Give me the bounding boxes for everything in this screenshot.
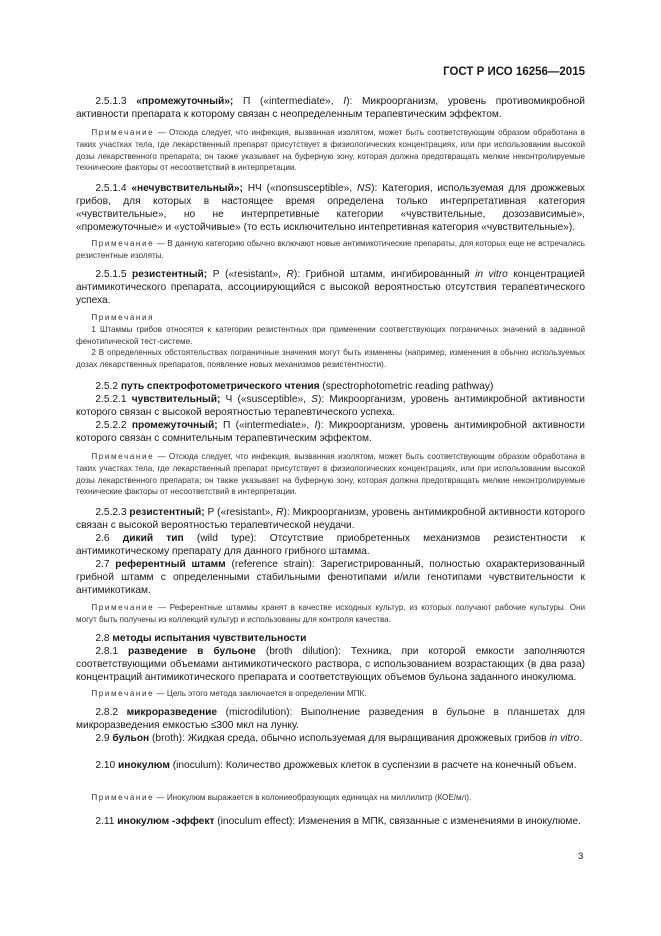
term: разведение в бульоне — [128, 646, 256, 657]
clause-2-8-2: 2.8.2 микроразведение (microdilution): Выполнение разведения в бульоне в планшетах для микроразведения емкостью ≤300 мкл на лунку. — [76, 707, 585, 731]
clause-2-10: 2.10 инокулюм (inoculum): Количество дрожжевых клеток в суспензии в расчете на конечный объем. — [95, 760, 577, 771]
term: резистентный; — [132, 269, 208, 280]
term: дикий тип — [122, 533, 184, 544]
clause-2-5-1-3: 2.5.1.3 «промежуточный»; П («intermediate», I): Микроорганизм, уровень противомикробной активности препарата к которому связан с неопределенным терапевтическим эффектом. — [76, 96, 585, 120]
note-6: Примечание — Цель этого метода заключается в определении МПК. — [91, 689, 367, 698]
page-number: 3 — [578, 851, 584, 862]
clause-2-5-2-2: 2.5.2.2 промежуточный; П («intermediate», I): Микроорганизм, уровень антимикробной активности которого связан с сомнительным терапевтическим эффектом. — [76, 420, 585, 444]
clause-2-8: 2.8 методы испытания чувствительности — [95, 633, 307, 644]
term: промежуточный; — [131, 420, 218, 431]
term: резистентный; — [129, 507, 205, 518]
term: путь спектрофотометрического чтения — [120, 381, 320, 392]
term: референтный штамм — [115, 559, 226, 570]
clause-2-5-2-1: 2.5.2.1 чувствительный; Ч («susceptible», S): Микроорганизм, уровень антимикробной активности которого связан с высокой вероятностью терапевтического успеха. — [76, 394, 585, 418]
note-1: Примечание — Отсюда следует, что инфекция, вызванная изолятом, может быть соответствующим образом обработана в таких участках тела, где лекарственный препарат присутствует в физиологических концентрациях, или при использовании высокой дозы лекарственного препарата; он также указывает на буферную зону, которая должна предотвращать мелкие неконтролируемые технические факторы от несоответствий в интерпретации. — [76, 128, 585, 173]
term: «нечувствительный»; — [131, 183, 243, 194]
note-5: Примечание — Референтные штаммы хранят в качестве исходных культур, из которых получают рабочие культуры. Они могут быть получены из коллекций культур и использованы для контроля качества. — [76, 603, 585, 624]
term: микроразведение — [126, 707, 218, 718]
note-7: Примечание — Инокулюм выражается в колониеобразующих единицах на миллилитр (КОЕ/мл). — [91, 793, 472, 802]
term: бульон — [112, 733, 150, 744]
notes-3: Примечания 1 Штаммы грибов относятся к категории резистентных при применении соответствующих пограничных значений в заданной фенотипической тест-системе. 2 В определенных обстоятельствах пограничные значения могут быть изменены (например, изменения в обычно используемых дозах лекарственных препаратов, появление новых механизмов резистентности). — [76, 313, 585, 370]
term: инокулюм — [118, 760, 170, 771]
clause-2-5-2: 2.5.2 путь спектрофотометрического чтения (spectrophotometric reading pathway) — [95, 381, 494, 392]
term: методы испытания чувствительности — [112, 633, 307, 644]
note-4: Примечание — Отсюда следует, что инфекция, вызванная изолятом, может быть соответствующим образом обработана в таких участках тела, где лекарственный препарат присутствует в физиологических концентрациях, или при использовании высокой дозы лекарственного препарата; он также указывает на буферную зону, которая должна предотвращать мелкие неконтролируемые технические факторы от несоответствий в интерпретации. — [76, 452, 585, 497]
clause-2-9: 2.9 бульон (broth): Жидкая среда, обычно используемая для выращивания дрожжевых грибов in vitro. — [95, 733, 583, 744]
clause-2-6: 2.6 дикий тип (wild type): Отсутствие приобретенных механизмов резистентности к антимикотическому препарату для данного грибного штамма. — [76, 533, 585, 557]
term: «промежуточный»; — [136, 96, 234, 107]
clause-2-7: 2.7 референтный штамм (reference strain): Зарегистрированный, полностью охарактеризованный грибной штамм с определенными стабильными фенотипами и/или генотипами чувствительности к антимикотикам. — [76, 559, 586, 596]
document-id: ГОСТ Р ИСО 16256—2015 — [443, 66, 585, 78]
term: инокулюм -эффект — [117, 816, 215, 827]
clause-2-11: 2.11 инокулюм -эффект (inoculum effect): Изменения в МПК, связанные с изменениями в инокулюме. — [95, 816, 581, 827]
term: чувствительный; — [131, 394, 221, 405]
clause-2-5-1-4: 2.5.1.4 «нечувствительный»; НЧ («nonsusceptible», NS): Категория, используемая для дрожжевых грибов, для которых в настоящее время определена только интерпретативная категория «чувствительные», но не интерпретивные категории «чувствительные, дозозависимые», «промежуточные» и «устойчивые» (то есть исключительно интепретивная категория «чувствительные»). — [76, 183, 585, 233]
clause-2-8-1: 2.8.1 разведение в бульоне (broth dilution): Техника, при которой емкости заполняются соответствующими объемами антимикотического раствора, с использованием возрастающих (в два раза) концентраций антимикотического препарата и соответствующих объемов бульона заданного инокулюма. — [76, 646, 585, 683]
clause-2-5-1-5: 2.5.1.5 резистентный; Р («resistant», R): Грибной штамм, ингибированный in vitro концентрацией антимикотического препарата, ассоциирующийся с высокой вероятностью отсутствия терапевтического успеха. — [76, 269, 585, 306]
clause-2-5-2-3: 2.5.2.3 резистентный; Р («resistant», R): Микроорганизм, уровень антимикробной активности которого связан с высокой вероятностью терапевтической неудачи. — [76, 507, 586, 531]
note-2: Примечание — В данную категорию обычно включают новые антимикотические препараты, для которых еще не встречались резистентные изоляты. — [76, 239, 585, 260]
